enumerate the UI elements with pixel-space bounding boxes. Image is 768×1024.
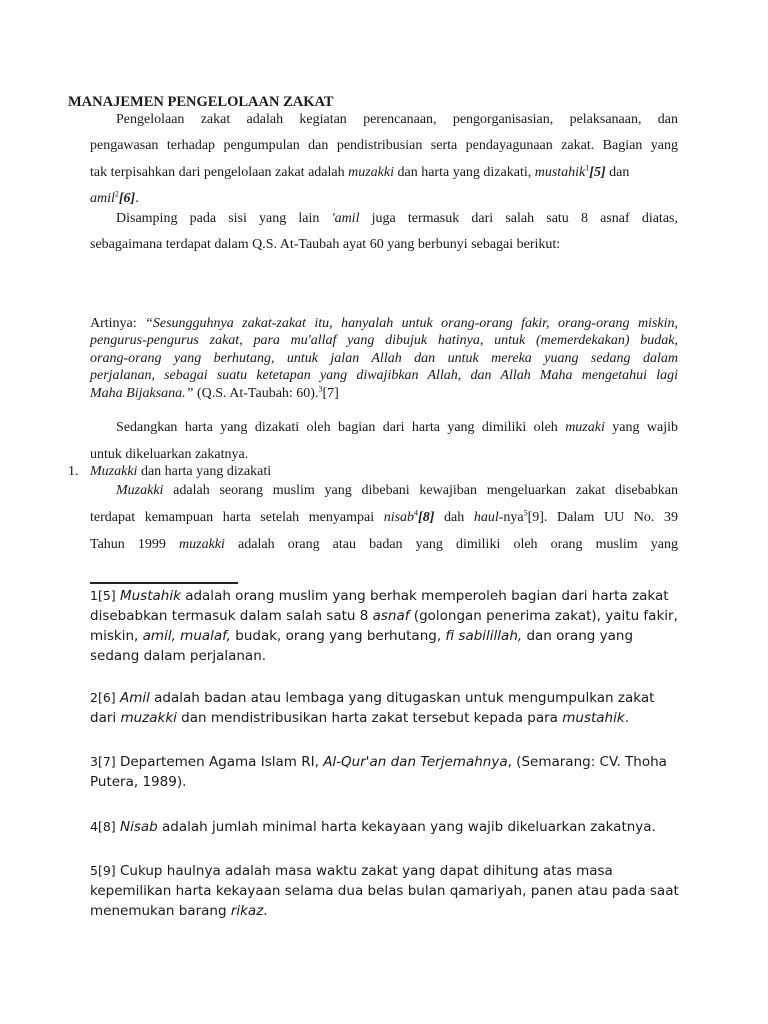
term-mustahik: mustahik [534, 165, 586, 180]
paragraph-line: Tahun 1999 muzakki adalah orang atau badan yang dimiliki oleh orang muslim yang [90, 537, 678, 552]
paragraph-line: Pengelolaan zakat adalah kegiatan perencanaan, pengorganisasian, pelaksanaan, dan [116, 112, 678, 127]
footnote-text-run: budak, orang yang berhutang, [230, 628, 446, 644]
paragraph-line: Sedangkan harta yang dizakati oleh bagian dari harta yang dimiliki oleh muzaki yang wajib [116, 420, 678, 435]
paragraph-line: sebagaimana terdapat dalam Q.S. At-Taubah ayat 60 yang berbunyi sebagai berikut: [90, 237, 561, 252]
footnote-backlink[interactable]: [9] [97, 863, 116, 878]
term-muzaki: muzaki [565, 420, 605, 435]
term-muzakki: muzakki [348, 165, 394, 180]
term-muzakki: Muzakki [116, 483, 164, 498]
footnote-text [90, 863, 679, 919]
paragraph-line: Disamping pada sisi yang lain 'amil juga termasuk dari salah satu 8 asnaf diatas, [116, 211, 678, 226]
footnote-text-run: muzakki [120, 710, 177, 726]
footnote-text-run: Cukup haulnya adalah masa waktu zakat yang dapat dihitung atas masa kepemilikan harta kekayaan selama dua belas bulan qamariyah, panen atau pada saat menemukan barang [90, 863, 679, 919]
footnote-text-run: Nisab [119, 819, 158, 835]
paragraph-line: amil$^2$[6]. [90, 189, 139, 206]
list-item-title: Muzakki dan harta yang dizakati [90, 464, 272, 479]
footnote-text-run: rikaz [230, 903, 264, 919]
translation-line: orang-orang yang berhutang, untuk jalan Allah dan untuk mereka yuang sedang dalam [90, 351, 678, 366]
footnote-ref-link[interactable]: [7] [322, 386, 339, 401]
footnote-text [90, 588, 678, 664]
translation-line: pengurus-pengurus zakat, para mu'allaf yang dibujuk hatinya, untuk (memerdekakan) budak, [90, 333, 678, 348]
footnote-text-run: , (Semarang: CV. Thoha Putera, 1989). [90, 754, 667, 790]
footnote-text-run: amil, mualaf, [142, 628, 231, 644]
term-nisab: nisab [383, 510, 415, 525]
footnote-backlink[interactable]: [7] [97, 754, 116, 769]
footnote-text [90, 754, 667, 790]
footnote-text-run: adalah badan atau lembaga yang ditugaskan untuk mengumpulkan zakat dari [90, 690, 655, 726]
term-haul: haul [473, 510, 499, 525]
list-number: 1. [68, 464, 79, 479]
footnote-5: 5[9] Cukup haulnya adalah masa waktu zakat yang dapat dihitung atas masa kepemilikan harta kekayaan selama dua belas bulan qamariyah, panen atau pada saat menemukan barang rikaz. [90, 863, 679, 919]
footnote-ref-link[interactable]: [6] [118, 191, 136, 206]
footnote-text-run: (golongan penerima zakat), yaitu fakir, miskin, [90, 608, 678, 644]
footnote-2: 2[6] Amil adalah badan atau lembaga yang ditugaskan untuk mengumpulkan zakat dari muzakki dan mendistribusikan harta zakat tersebut kepada para mustahik. [90, 690, 655, 726]
translation-line: Artinya: “Sesungguhnya zakat-zakat itu, hanyalah untuk orang-orang fakir, orang-orang miskin, [90, 316, 678, 331]
translation-line: perjalanan, sebagai suatu ketetapan yang diwajibkan Allah, dan Allah Maha mengetahui lagi [90, 368, 678, 383]
paragraph-line: tak terpisahkan dari pengelolaan zakat adalah muzakki dan harta yang dizakati, mustahik$^1$[5] dan [90, 163, 630, 180]
paragraph-line: pengawasan terhadap pengumpulan dan pendistribusian serta pendayagunaan zakat. Bagian yang [90, 138, 678, 153]
footnote-backlink[interactable]: [5] [97, 588, 116, 603]
translation-line: Maha Bijaksana.” (Q.S. At-Taubah: 60).$^3$[7] [90, 384, 339, 401]
footnote-1: 1[5] Mustahik adalah orang muslim yang berhak memperoleh bagian dari harta zakat disebabkan termasuk dalam salah satu 8 asnaf (golongan penerima zakat), yaitu fakir, miskin, amil, mualaf, budak, orang yang berhutang, fi sabilillah, dan orang yang sedang dalam perjalanan. [90, 588, 678, 664]
footnote-text-run: Departemen Agama Islam RI, [115, 754, 324, 770]
paragraph-line: terdapat kemampuan harta setelah menyampai nisab$^4$[8] dah haul-nya$^5$[9]. Dalam UU No. 39 [90, 508, 678, 525]
footnote-separator [90, 582, 238, 584]
footnote-text-run: Al-Qur'an dan Terjemahnya [323, 754, 508, 770]
term-muzakki: muzakki [179, 537, 225, 552]
footnote-text-run: Amil [119, 690, 150, 706]
footnote-backlink[interactable]: [6] [97, 690, 116, 705]
footnote-text-run: asnaf [372, 608, 410, 624]
paragraph-line: Muzakki adalah seorang muslim yang dibebani kewajiban mengeluarkan zakat disebabkan [116, 483, 678, 498]
document-heading: MANAJEMEN PENGELOLAAN ZAKAT [68, 94, 334, 110]
footnote-4: 4[8] Nisab adalah jumlah minimal harta kekayaan yang wajib dikeluarkan zakatnya. [90, 819, 656, 835]
footnote-3: 3[7] Departemen Agama Islam RI, Al-Qur'an dan Terjemahnya, (Semarang: CV. Thoha Putera, 1989). [90, 754, 667, 790]
term-amil: amil [90, 191, 115, 206]
footnote-text-run: . [624, 710, 629, 726]
footnote-text-run: dan mendistribusikan harta zakat tersebut kepada para [176, 710, 563, 726]
footnote-text-run: dan orang yang sedang dalam perjalanan. [90, 628, 634, 664]
list-item [68, 464, 79, 480]
footnote-text-run: fi sabilillah, [445, 628, 523, 644]
footnote-text-run: adalah jumlah minimal harta kekayaan yang wajib dikeluarkan zakatnya. [157, 819, 656, 835]
term-amil: 'amil [331, 211, 360, 226]
footnote-ref-link[interactable]: [9] [527, 510, 544, 525]
footnote-ref-link[interactable]: [8] [418, 510, 435, 525]
footnote-text-run: Mustahik [119, 588, 181, 604]
paragraph-line: untuk dikeluarkan zakatnya. [90, 447, 249, 462]
footnote-text-run: . [263, 903, 268, 919]
footnote-text [90, 690, 654, 726]
footnote-ref-link[interactable]: [5] [589, 165, 606, 180]
footnote-text-run: mustahik [562, 710, 625, 726]
footnote-backlink[interactable]: [8] [97, 819, 116, 834]
footnote-text-run: adalah orang muslim yang berhak memperoleh bagian dari harta zakat disebabkan termasuk dalam salah satu 8 [90, 588, 669, 624]
footnote-text [116, 819, 656, 835]
